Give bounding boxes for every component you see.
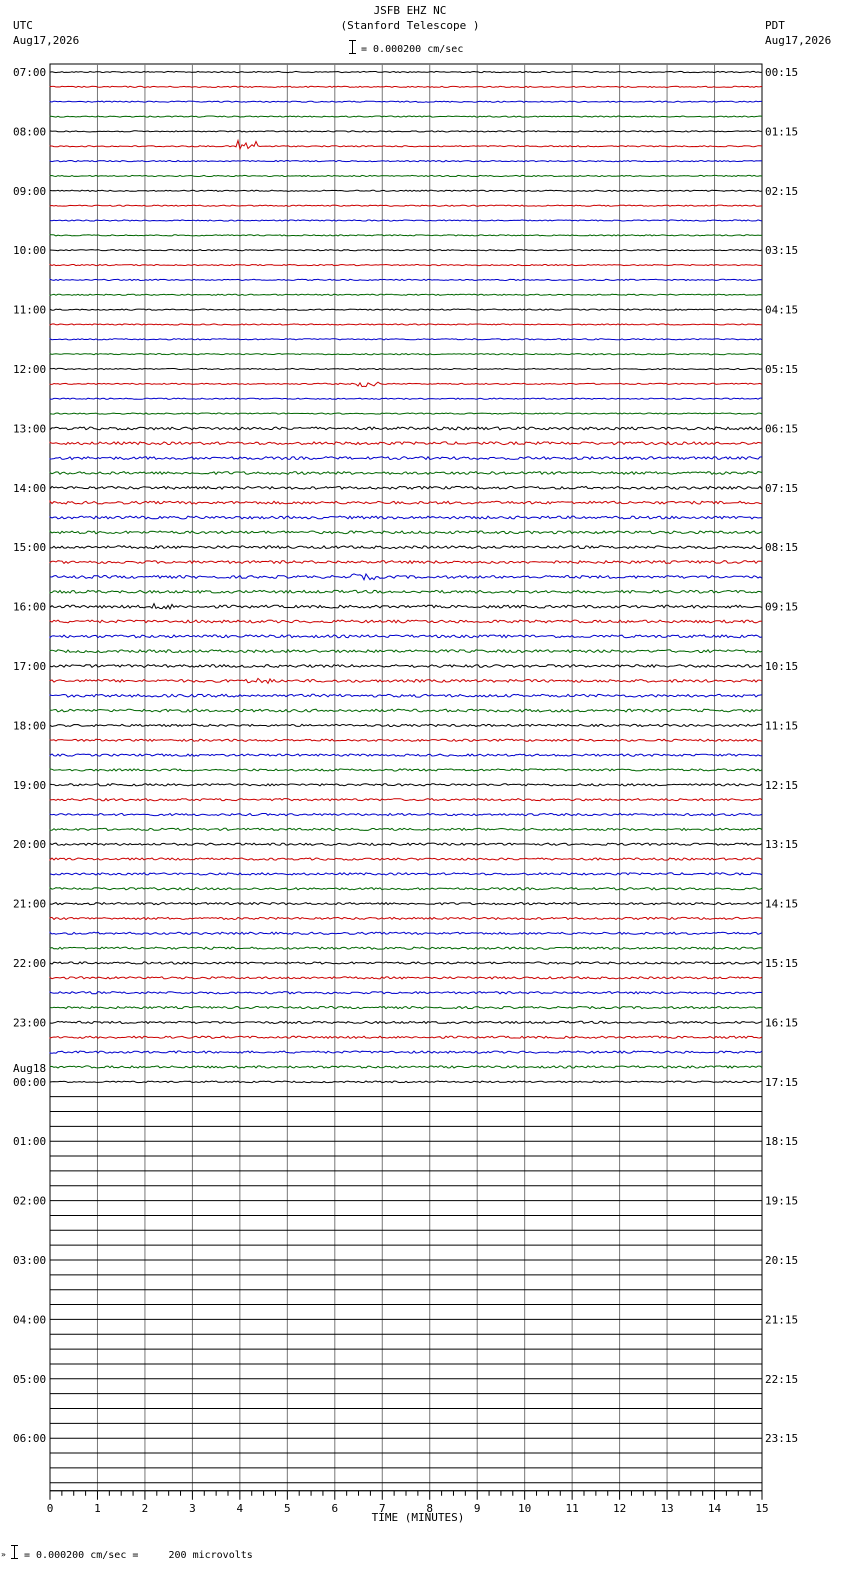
trace-line: [50, 220, 762, 221]
trace-line: [50, 398, 762, 399]
date-change-label: Aug18: [13, 1061, 47, 1075]
x-tick-label: 15: [755, 1501, 769, 1515]
trace-line: [50, 590, 762, 593]
utc-hour-label: 09:00: [13, 184, 47, 198]
x-tick-label: 8: [426, 1501, 434, 1515]
trace-line: [50, 561, 762, 564]
trace-line: [50, 932, 762, 934]
trace-line: [50, 546, 762, 549]
right-timezone: PDT: [765, 19, 785, 32]
pdt-hour-label: 20:15: [765, 1254, 799, 1267]
trace-line: [50, 992, 762, 994]
trace-line: [50, 754, 762, 756]
pdt-hour-label: 02:15: [765, 184, 799, 198]
trace-line: [50, 888, 762, 890]
trace-line: [50, 858, 762, 860]
trace-line: [50, 828, 762, 830]
calibration-bar-icon: [14, 1545, 15, 1559]
pdt-hour-label: 16:15: [765, 1016, 799, 1030]
utc-hour-label: 23:00: [13, 1016, 47, 1030]
x-tick-label: 12: [612, 1501, 627, 1515]
trace-line: [50, 724, 762, 726]
pdt-hour-label: 03:15: [765, 244, 799, 258]
pdt-hour-label: 00:15: [765, 66, 799, 79]
trace-line: [50, 709, 762, 712]
trace-line: [50, 739, 762, 741]
trace-line: [50, 873, 762, 875]
pdt-hour-label: 01:15: [765, 125, 799, 139]
trace-line: [50, 903, 762, 905]
trace-line: [50, 1081, 762, 1083]
trace-line: [50, 161, 762, 162]
trace-line: [50, 294, 762, 295]
right-date: Aug17,2026: [765, 34, 832, 47]
x-tick-label: 2: [141, 1501, 149, 1515]
x-tick-label: 3: [189, 1501, 196, 1515]
trace-line: [50, 962, 762, 964]
x-tick-label: 10: [518, 1501, 532, 1515]
x-tick-label: 0: [46, 1501, 54, 1515]
pdt-hour-label: 15:15: [765, 957, 799, 970]
utc-hour-label: 13:00: [13, 422, 47, 436]
trace-line: [50, 86, 762, 87]
pdt-hour-label: 22:15: [765, 1372, 799, 1386]
utc-hour-label: 07:00: [13, 66, 47, 79]
pdt-hour-label: 09:15: [765, 600, 799, 614]
x-tick-label: 7: [378, 1501, 386, 1515]
pdt-hour-label: 14:15: [765, 897, 799, 911]
trace-line: [50, 472, 762, 475]
trace-line: [50, 665, 762, 668]
station-title: JSFB EHZ NC: [373, 4, 447, 17]
trace-line: [50, 324, 762, 325]
trace-line: [50, 813, 762, 815]
trace-line: [50, 1021, 762, 1023]
x-tick-label: 11: [565, 1501, 579, 1515]
pdt-hour-label: 19:15: [765, 1194, 799, 1208]
utc-hour-label: 06:00: [13, 1432, 47, 1446]
trace-line: [50, 678, 762, 683]
trace-line: [50, 190, 762, 191]
trace-line: [50, 368, 762, 369]
utc-hour-label: 12:00: [13, 363, 47, 376]
utc-hour-label: 03:00: [13, 1254, 47, 1267]
trace-line: [50, 131, 762, 132]
utc-hour-label: 11:00: [13, 303, 47, 317]
calibration-arrow: »: [1, 1550, 6, 1559]
trace-line: [50, 175, 762, 176]
trace-line: [50, 694, 762, 697]
pdt-hour-label: 21:15: [765, 1313, 799, 1327]
grid: [50, 64, 762, 1491]
trace-line: [50, 141, 762, 149]
pdt-hour-label: 12:15: [765, 778, 799, 792]
trace-line: [50, 457, 762, 460]
utc-hour-label: 18:00: [13, 719, 47, 733]
trace-line: [50, 101, 762, 102]
utc-hour-label: 15:00: [13, 541, 47, 555]
utc-hour-label: 16:00: [13, 600, 47, 614]
calibration-bar-icon-cap-top: [11, 1545, 18, 1546]
pdt-hour-label: 13:15: [765, 838, 799, 852]
utc-hour-label: 21:00: [13, 897, 47, 911]
trace-line: [50, 917, 762, 919]
x-tick-label: 4: [236, 1501, 244, 1515]
utc-hour-label: 01:00: [13, 1135, 47, 1149]
trace-line: [50, 250, 762, 251]
utc-hour-label: 22:00: [13, 957, 47, 970]
x-tick-label: 5: [284, 1501, 291, 1515]
trace-line: [50, 769, 762, 771]
pdt-hour-label: 06:15: [765, 422, 799, 436]
utc-hour-label: 08:00: [13, 125, 47, 139]
trace-line: [50, 309, 762, 310]
pdt-hour-label: 10:15: [765, 660, 799, 673]
x-tick-label: 6: [331, 1501, 339, 1515]
trace-line: [50, 799, 762, 801]
utc-hour-label: 00:00: [13, 1075, 47, 1089]
trace-line: [50, 486, 762, 489]
trace-line: [50, 427, 762, 430]
utc-hour-label: 05:00: [13, 1372, 47, 1386]
utc-hour-label: 20:00: [13, 838, 47, 852]
trace-line: [50, 279, 762, 280]
traces: [50, 71, 762, 1482]
pdt-hour-label: 11:15: [765, 719, 799, 733]
trace-line: [50, 516, 762, 519]
utc-hour-label: 17:00: [13, 660, 47, 673]
pdt-hour-label: 05:15: [765, 363, 799, 376]
trace-line: [50, 71, 762, 72]
scale-label: = 0.000200 cm/sec: [361, 44, 464, 55]
pdt-hour-label: 17:15: [765, 1075, 799, 1089]
trace-line: [50, 635, 762, 638]
trace-line: [50, 442, 762, 445]
pdt-hour-label: 23:15: [765, 1432, 799, 1446]
x-tick-label: 13: [660, 1501, 674, 1515]
trace-line: [50, 382, 762, 387]
calibration-bar-icon-cap-bottom: [11, 1558, 18, 1559]
x-axis-label: TIME (MINUTES): [371, 1511, 465, 1524]
trace-line: [50, 531, 762, 534]
trace-line: [50, 265, 762, 266]
utc-hour-label: 14:00: [13, 481, 47, 495]
calibration-label: = 0.000200 cm/sec = 200 microvolts: [24, 1550, 253, 1561]
trace-line: [50, 843, 762, 845]
trace-line: [50, 784, 762, 786]
plot-frame: [50, 64, 762, 1491]
utc-hour-label: 02:00: [13, 1194, 47, 1208]
trace-line: [50, 1066, 762, 1068]
station-subtitle: (Stanford Telescope ): [340, 19, 480, 32]
x-tick-label: 14: [707, 1501, 722, 1515]
trace-line: [50, 413, 762, 414]
pdt-hour-label: 08:15: [765, 541, 799, 555]
pdt-hour-label: 04:15: [765, 303, 799, 317]
trace-line: [50, 1036, 762, 1038]
pdt-hour-label: 07:15: [765, 481, 799, 495]
trace-line: [50, 1007, 762, 1009]
pdt-hour-label: 18:15: [765, 1135, 799, 1149]
trace-line: [50, 650, 762, 653]
trace-line: [50, 501, 762, 504]
left-date: Aug17,2026: [13, 34, 80, 47]
x-tick-label: 9: [473, 1501, 481, 1515]
trace-line: [50, 977, 762, 979]
x-tick-label: 1: [94, 1501, 101, 1515]
utc-hour-label: 19:00: [13, 778, 47, 792]
trace-line: [50, 604, 762, 609]
left-timezone: UTC: [13, 19, 33, 32]
trace-line: [50, 620, 762, 623]
trace-line: [50, 205, 762, 206]
trace-line: [50, 235, 762, 236]
trace-line: [50, 339, 762, 340]
utc-hour-label: 10:00: [13, 244, 47, 258]
trace-line: [50, 116, 762, 117]
trace-line: [50, 1051, 762, 1053]
trace-line: [50, 354, 762, 355]
utc-hour-label: 04:00: [13, 1313, 47, 1327]
trace-line: [50, 947, 762, 949]
trace-line: [50, 574, 762, 580]
